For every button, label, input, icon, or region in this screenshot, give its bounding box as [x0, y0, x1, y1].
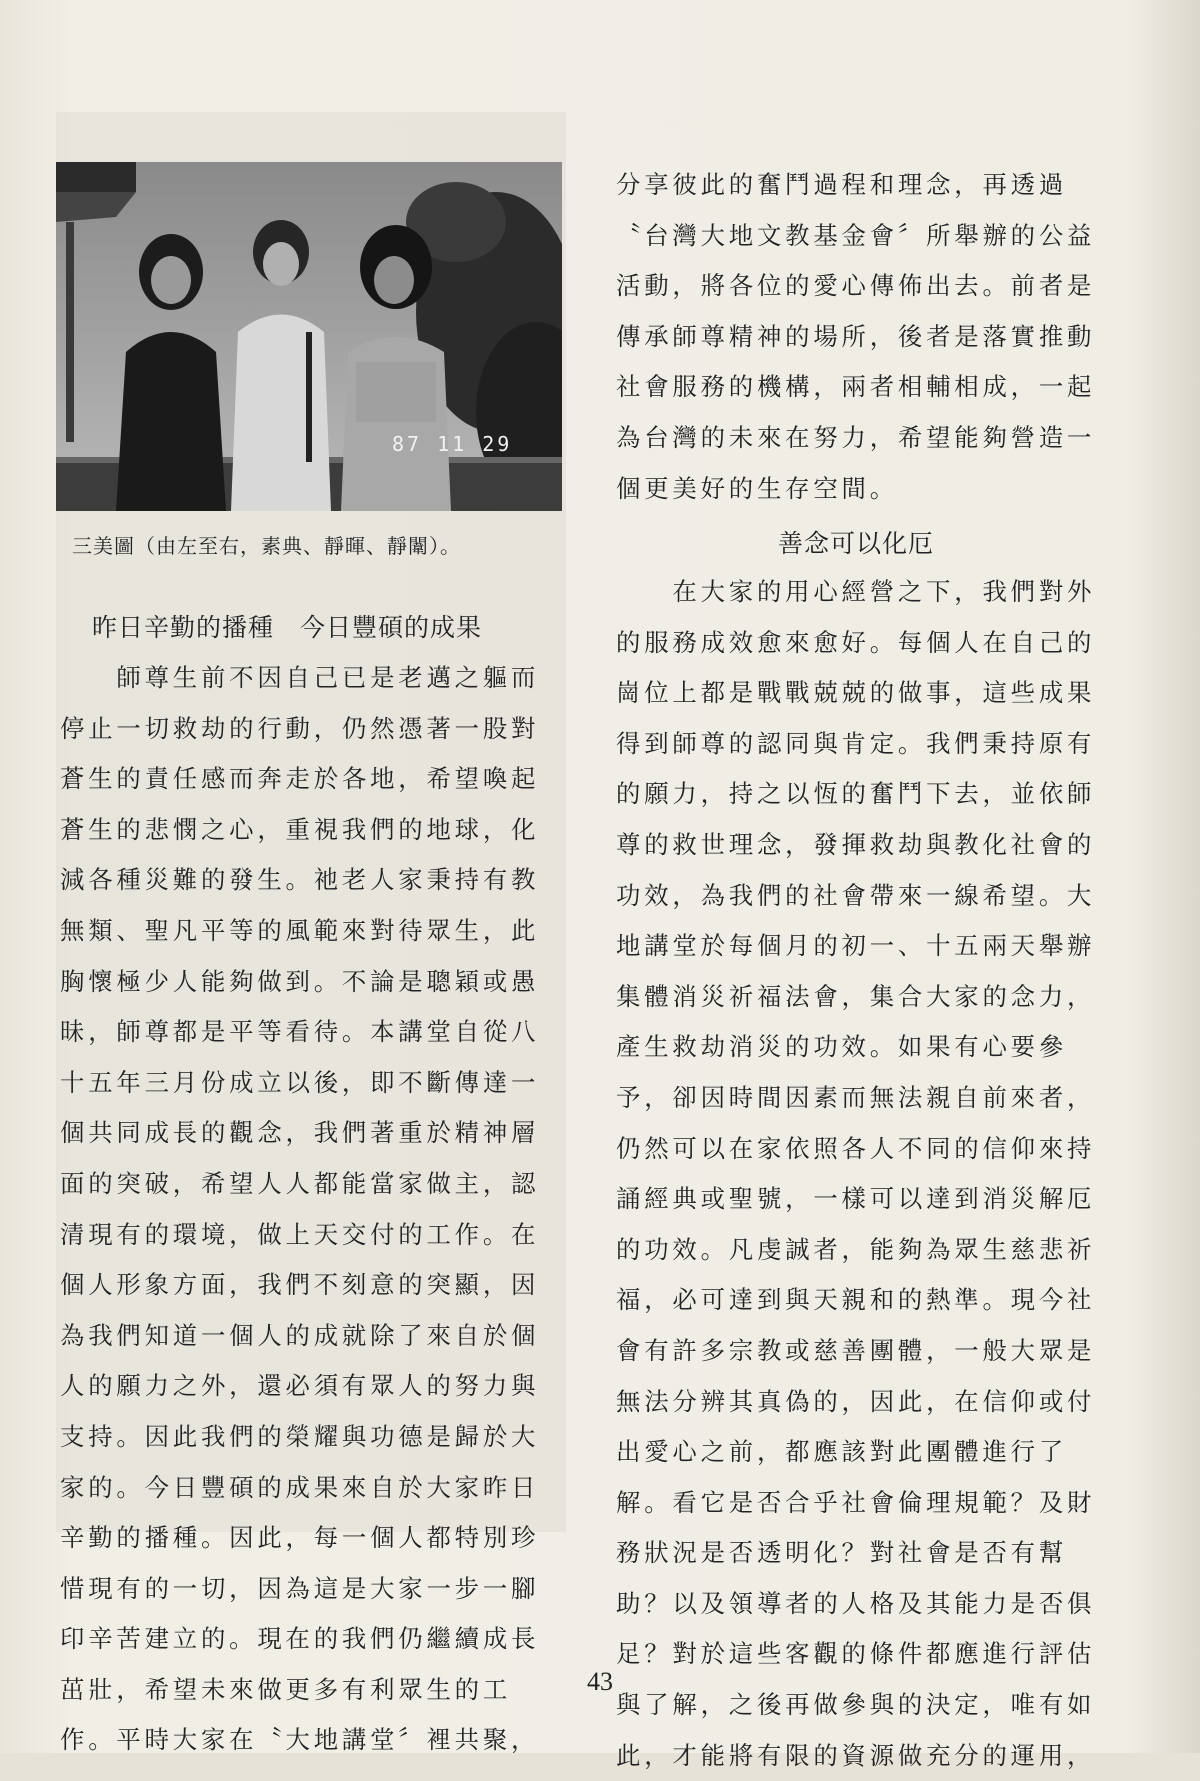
text-line: 無法分辨其真偽的，因此，在信仰或付 [616, 1386, 1096, 1416]
text-line: 為我們知道一個人的成就除了來自於個 [60, 1320, 540, 1350]
left-column-text [60, 653, 560, 1766]
text-line: 出愛心之前，都應該對此團體進行了 [616, 1437, 1068, 1467]
text-line: 在大家的用心經營之下，我們對外 [616, 577, 1096, 606]
text-line: 活動，將各位的愛心傳佈出去。前者是 [616, 271, 1096, 301]
text-line: 為台灣的未來在努力，希望能夠營造一 [616, 422, 1096, 452]
text-line: 作。平時大家在〝大地講堂〞裡共聚， [60, 1725, 540, 1755]
text-line: 地講堂於每個月的初一、十五兩天舉辦 [616, 931, 1096, 961]
text-line: 胸懷極少人能夠做到。不論是聰穎或愚 [60, 966, 540, 996]
section-heading-left: 昨日辛勤的播種 今日豐碩的成果 [92, 613, 483, 642]
text-line: 蒼生的責任感而奔走於各地，希望喚起 [60, 764, 540, 794]
text-line: 辛勤的播種。因此，每一個人都特別珍 [60, 1523, 540, 1553]
photo-caption: 三美圖（由左至右，素典、靜暉、靜闈）。 [72, 534, 461, 558]
text-line: 集體消災祈福法會，集合大家的念力， [616, 981, 1096, 1011]
text-line: 解。看它是否合乎社會倫理規範？及財 [616, 1487, 1096, 1517]
text-line: 個更美好的生存空間。 [616, 473, 898, 503]
text-line: 的服務成效愈來愈好。每個人在自己的 [616, 627, 1096, 657]
text-line: 惜現有的一切，因為這是大家一步一腳 [60, 1573, 540, 1603]
right-column-text [616, 160, 1116, 514]
text-line: 停止一切救劫的行動，仍然憑著一股對 [60, 713, 540, 743]
text-line: 昧，師尊都是平等看待。本講堂自從八 [60, 1017, 540, 1047]
text-line: 助？以及領導者的人格及其能力是否俱 [616, 1588, 1096, 1618]
text-line: 減各種災難的發生。祂老人家秉持有教 [60, 865, 540, 895]
text-line: 面的突破，希望人人都能當家做主，認 [60, 1168, 540, 1198]
text-line: 的願力，持之以恆的奮鬥下去，並依師 [616, 779, 1096, 809]
text-line: 十五年三月份成立以後，即不斷傳達一 [60, 1067, 540, 1097]
text-line: 社會服務的機構，兩者相輔相成，一起 [616, 372, 1096, 402]
text-line: 家的。今日豐碩的成果來自於大家昨日 [60, 1472, 540, 1502]
text-line: 師尊生前不因自己已是老邁之軀而 [60, 663, 540, 692]
text-line: 〝台灣大地文教基金會〞所舉辦的公益 [616, 220, 1096, 250]
text-line: 支持。因此我們的榮耀與功德是歸於大 [60, 1421, 540, 1451]
text-line: 產生救劫消災的功效。如果有心要參 [616, 1032, 1068, 1062]
text-line: 務狀況是否透明化？對社會是否有幫 [616, 1538, 1068, 1568]
text-line: 無類、聖凡平等的風範來對待眾生，此 [60, 915, 540, 945]
text-line: 足？對於這些客觀的條件都應進行評估 [616, 1639, 1096, 1669]
text-line: 此，才能將有限的資源做充分的運用， [616, 1740, 1096, 1770]
photo-date-stamp: 87 11 29 [392, 432, 513, 456]
text-line: 茁壯，希望未來做更多有利眾生的工 [60, 1674, 512, 1704]
text-line: 得到師尊的認同與肯定。我們秉持原有 [616, 728, 1096, 758]
text-line: 分享彼此的奮鬥過程和理念，再透過 [616, 170, 1068, 199]
text-line: 仍然可以在家依照各人不同的信仰來持 [616, 1133, 1096, 1163]
text-line: 蒼生的悲憫之心，重視我們的地球，化 [60, 814, 540, 844]
page-number: 43 [587, 1667, 613, 1696]
text-line: 與了解，之後再做參與的決定，唯有如 [616, 1690, 1096, 1720]
text-line: 尊的救世理念，發揮救劫與教化社會的 [616, 829, 1096, 859]
right-column-body [616, 567, 1116, 1781]
text-line: 人的願力之外，還必須有眾人的努力與 [60, 1371, 540, 1401]
text-line: 清現有的環境，做上天交付的工作。在 [60, 1219, 540, 1249]
text-line: 會有許多宗教或慈善團體，一般大眾是 [616, 1335, 1096, 1365]
text-line: 傳承師尊精神的場所，後者是落實推動 [616, 321, 1096, 351]
text-line: 個共同成長的觀念，我們著重於精神層 [60, 1118, 540, 1148]
text-line: 個人形象方面，我們不刻意的突顯，因 [60, 1270, 540, 1300]
section-heading-right: 善念可以化厄 [778, 529, 935, 558]
photo-three-women [56, 162, 562, 511]
text-line: 印辛苦建立的。現在的我們仍繼續成長 [60, 1624, 540, 1654]
text-line: 誦經典或聖號，一樣可以達到消災解厄 [616, 1184, 1096, 1214]
text-line: 予，卻因時間因素而無法親自前來者， [616, 1082, 1096, 1112]
text-line: 的功效。凡虔誠者，能夠為眾生慈悲祈 [616, 1234, 1096, 1264]
text-line: 崗位上都是戰戰兢兢的做事，這些成果 [616, 678, 1096, 708]
text-line: 功效，為我們的社會帶來一線希望。大 [616, 880, 1096, 910]
text-line: 福，必可達到與天親和的熱準。現今社 [616, 1285, 1096, 1315]
